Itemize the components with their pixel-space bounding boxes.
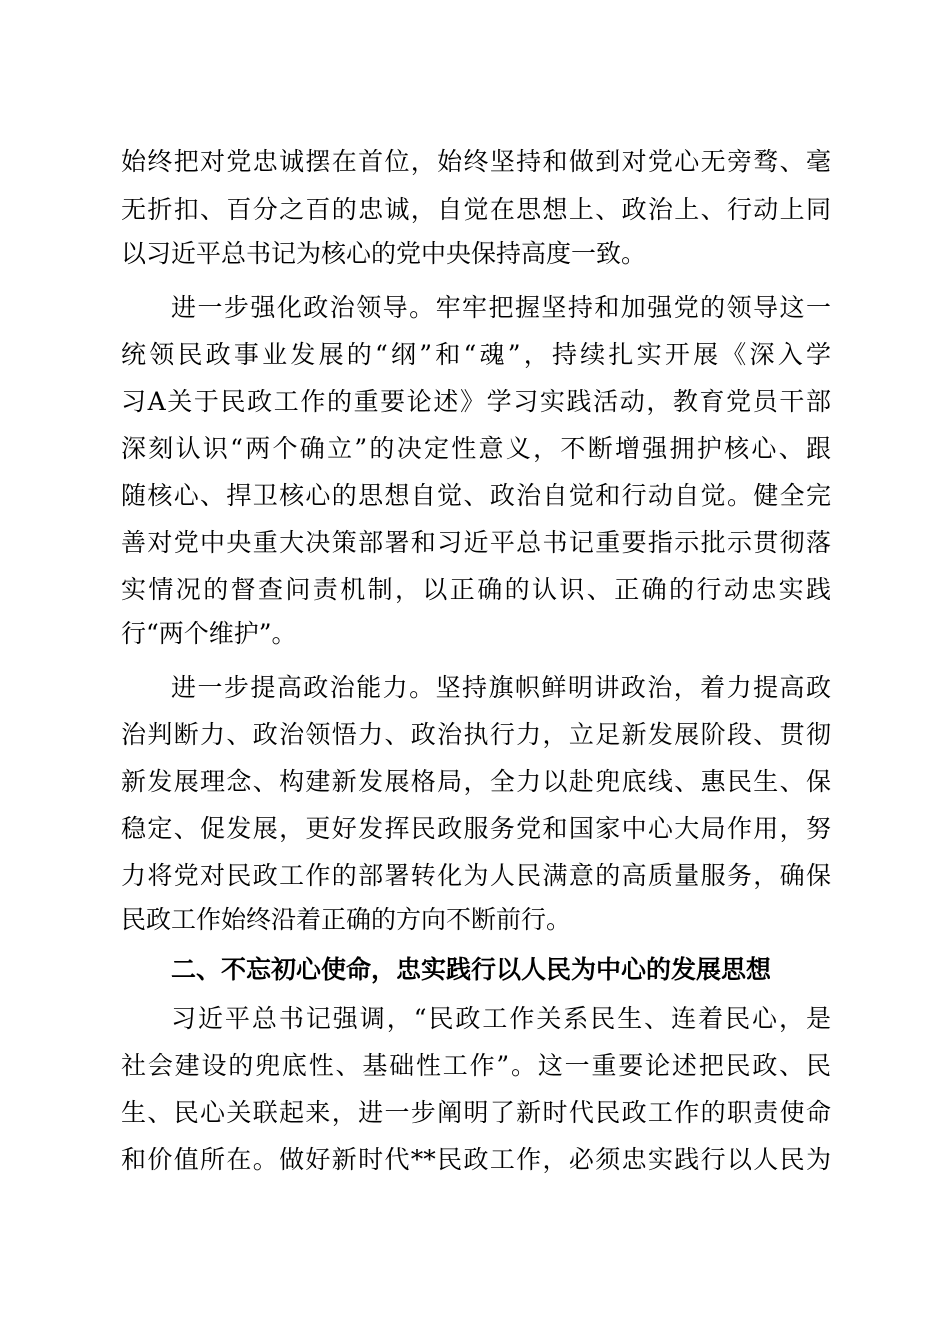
body-text-line: 和价值所在。做好新时代**民政工作，必须忠实践行以人民为 [121,1145,831,1174]
paragraph-lead-line: 进一步强化政治领导。牢牢把握坚持和加强党的领导这一 [171,293,831,322]
body-text-line: 以习近平总书记为核心的党中央保持高度一致。 [121,239,647,268]
body-text-line: 随核心、捍卫核心的思想自觉、政治自觉和行动自觉。健全完 [121,481,831,510]
body-text-line: 善对党中央重大决策部署和习近平总书记重要指示批示贯彻落 [121,528,831,557]
body-text-line: 治判断力、政治领悟力、政治执行力，立足新发展阶段、贯彻 [121,720,831,749]
body-text-line: 新发展理念、构建新发展格局，全力以赴兜底线、惠民生、保 [121,767,831,796]
paragraph-lead-line: 习近平总书记强调，“民政工作关系民生、连着民心，是 [171,1004,831,1033]
body-text-line: 生、民心关联起来，进一步阐明了新时代民政工作的职责使命 [121,1098,831,1127]
body-text-line: 统领民政事业发展的“纲”和“魂”，持续扎实开展《深入学 [121,340,831,369]
paragraph-lead-line: 进一步提高政治能力。坚持旗帜鲜明讲政治，着力提高政 [171,673,831,702]
body-text-line: 习A关于民政工作的重要论述》学习实践活动，教育党员干部 [121,387,831,416]
body-text-line: 行“两个维护”。 [121,619,297,648]
body-text-line: 社会建设的兜底性、基础性工作”。这一重要论述把民政、民 [121,1051,831,1080]
body-text-line: 稳定、促发展，更好发挥民政服务党和国家中心大局作用，努 [121,814,831,843]
body-text-line: 力将党对民政工作的部署转化为人民满意的高质量服务，确保 [121,861,831,890]
body-text-line: 无折扣、百分之百的忠诚，自觉在思想上、政治上、行动上同 [121,195,831,224]
section-heading: 二、不忘初心使命，忠实践行以人民为中心的发展思想 [171,955,772,984]
body-text-line: 始终把对党忠诚摆在首位，始终坚持和做到对党心无旁骛、毫 [121,147,831,176]
body-text-line: 深刻认识“两个确立”的决定性意义，不断增强拥护核心、跟 [121,434,831,463]
body-text-line: 民政工作始终沿着正确的方向不断前行。 [121,905,572,934]
body-text-line: 实情况的督查问责机制，以正确的认识、正确的行动忠实践 [121,575,831,604]
